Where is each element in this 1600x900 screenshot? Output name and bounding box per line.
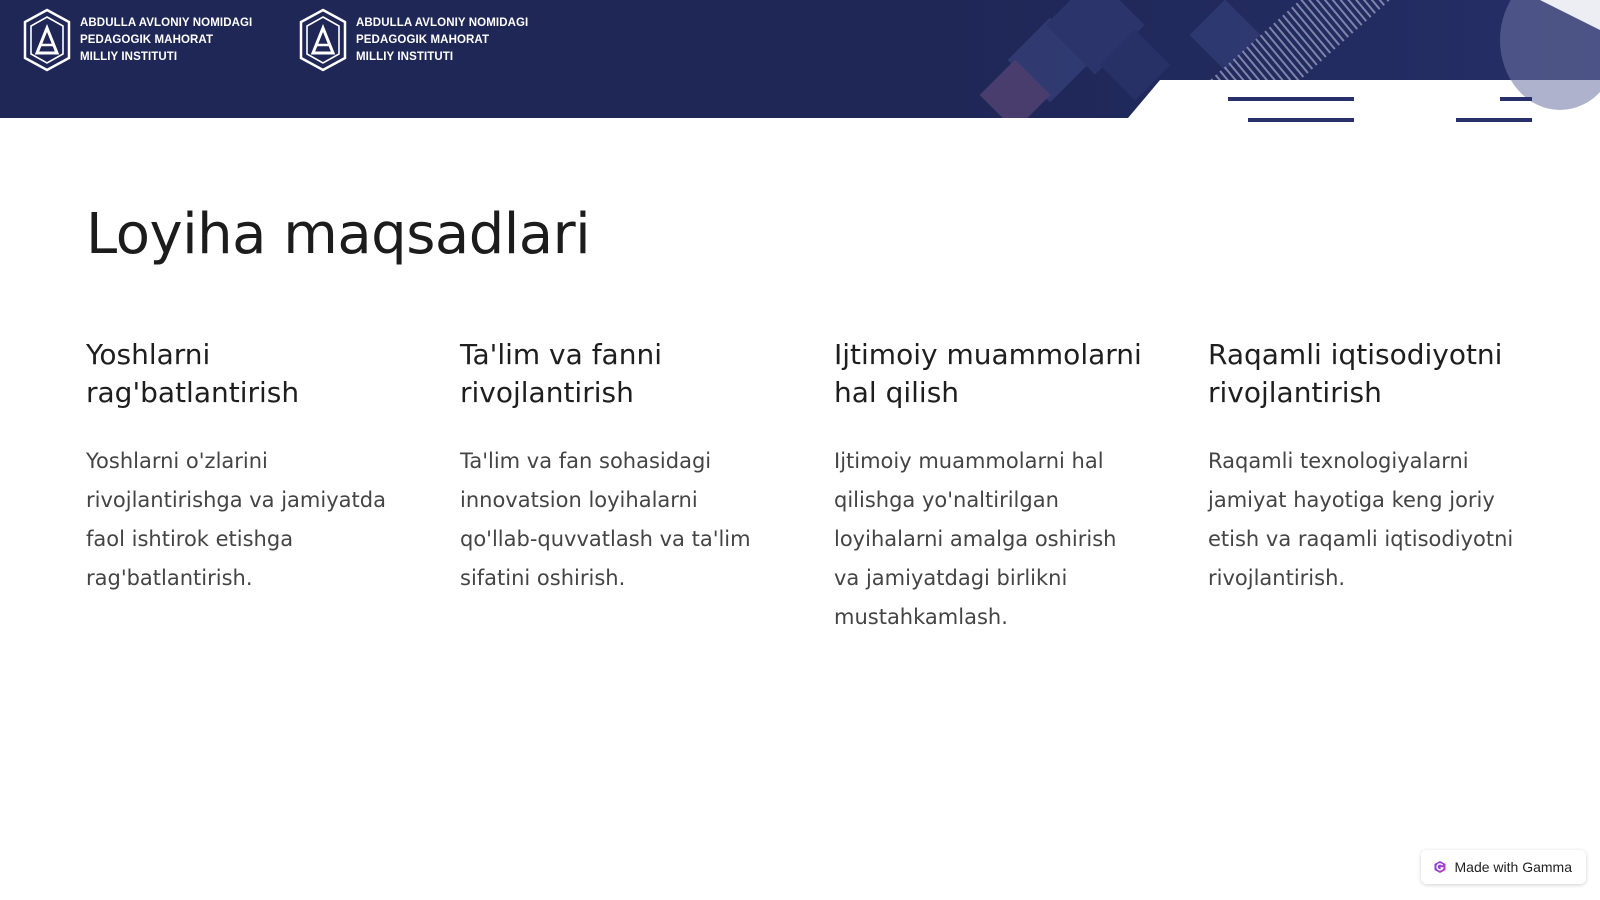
logo-text-line: PEDAGOGIK MAHORAT xyxy=(80,33,214,46)
accent-lines-decoration xyxy=(0,0,1600,130)
logo-text-line: MILLIY INSTITUTI xyxy=(80,50,178,63)
page-title: Loyiha maqsadlari xyxy=(86,202,591,267)
goal-card-title: Ta'lim va fanni rivojlantirish xyxy=(460,338,662,409)
made-with-gamma-label: Made with Gamma xyxy=(1454,859,1572,875)
made-with-gamma-button[interactable] xyxy=(1421,850,1586,884)
logo-text-line: PEDAGOGIK MAHORAT xyxy=(356,33,490,46)
goal-card-description: Yoshlarni o'zlarini rivojlantirishga va jamiyatda faol ishtirok etishga rag'batlantirish. xyxy=(86,449,386,590)
goal-card-title: Raqamli iqtisodiyotni rivojlantirish xyxy=(1208,338,1503,409)
logo-text-line: ABDULLA AVLONIY NOMIDAGI xyxy=(356,16,529,29)
goal-card-title: Ijtimoiy muammolarni hal qilish xyxy=(834,338,1142,409)
logo-text-line: MILLIY INSTITUTI xyxy=(356,50,454,63)
goal-card xyxy=(834,336,1144,637)
goal-card-description: Ijtimoiy muammolarni hal qilishga yo'naltirilgan loyihalarni amalga oshirish va jamiyatdagi birlikni mustahkamlash. xyxy=(834,449,1117,629)
goal-card-title: Yoshlarni rag'batlantirish xyxy=(86,338,300,409)
goal-card-description: Raqamli texnologiyalarni jamiyat hayotiga keng joriy etish va raqamli iqtisodiyotni rivojlantirish. xyxy=(1208,449,1514,590)
gamma-logo-icon xyxy=(1433,860,1447,874)
goal-card-description: Ta'lim va fan sohasidagi innovatsion loyihalarni qo'llab-quvvatlash va ta'lim sifatini oshirish. xyxy=(460,449,751,590)
goal-card xyxy=(1208,336,1518,637)
logo-text-line: ABDULLA AVLONIY NOMIDAGI xyxy=(80,16,253,29)
goal-card xyxy=(460,336,770,637)
goals-grid xyxy=(86,336,1536,637)
goal-card xyxy=(86,336,396,637)
